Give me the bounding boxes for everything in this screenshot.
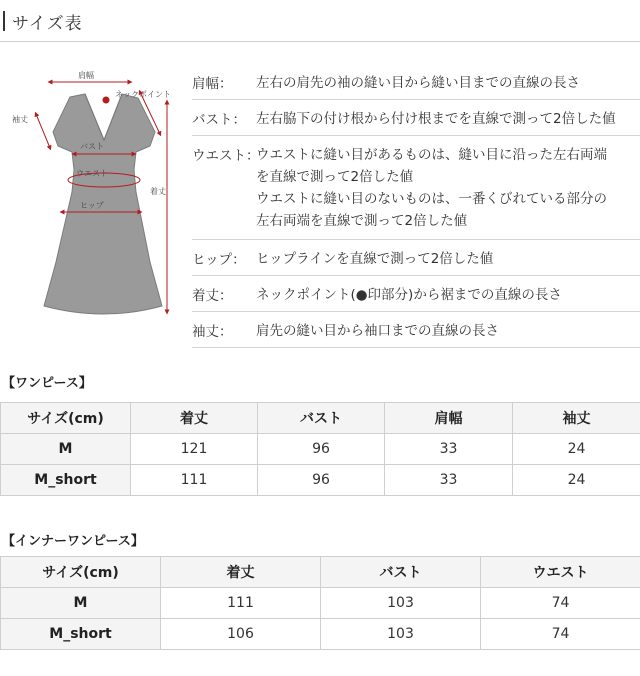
table-cell: 33 <box>385 434 513 465</box>
definition-line: ネックポイント(●印部分)から裾までの直線の長さ <box>256 287 562 303</box>
page-header <box>0 0 640 42</box>
size-table-inner-onepiece <box>0 556 640 650</box>
definition-text <box>256 72 640 94</box>
definition-divider <box>192 311 640 312</box>
row-header: M <box>1 588 161 619</box>
column-header: サイズ(cm) <box>1 403 131 434</box>
definition-term: ウエスト： <box>192 148 260 164</box>
definition-term: バスト： <box>192 112 246 128</box>
table-row <box>1 434 640 465</box>
label-waist: ウエスト <box>76 169 108 178</box>
definition-line: ウエストに縫い目のないものは、一番くびれている部分の <box>256 191 607 207</box>
label-neck-point: ネックポイント <box>115 90 171 99</box>
column-header: バスト <box>258 403 385 434</box>
table-row <box>1 465 640 496</box>
definition-text <box>256 248 640 270</box>
column-header: 着丈 <box>131 403 258 434</box>
label-length: 着丈 <box>150 187 166 196</box>
definition-text <box>256 320 640 342</box>
table-cell: 74 <box>481 619 640 650</box>
definition-line: 左右両端を直線で測って2倍した値 <box>256 213 468 229</box>
table-cell: 103 <box>321 619 481 650</box>
column-header: ウエスト <box>481 557 640 588</box>
table-row <box>1 619 640 650</box>
definition-term: 肩幅： <box>192 76 233 92</box>
table-cell: 111 <box>161 588 321 619</box>
definition-divider <box>192 239 640 240</box>
row-header: M_short <box>1 619 161 650</box>
label-bust: バスト <box>80 142 104 151</box>
table-cell: 103 <box>321 588 481 619</box>
definition-divider <box>192 99 640 100</box>
section-title-onepiece: 【ワンピース】 <box>2 376 92 391</box>
table-cell: 96 <box>258 434 385 465</box>
definition-line: 左右脇下の付け根から付け根までを直線で測って2倍した値 <box>256 111 616 127</box>
table-cell: 74 <box>481 588 640 619</box>
section-title-inner-onepiece: 【インナーワンピース】 <box>2 534 144 549</box>
definition-line: 肩先の縫い目から袖口までの直線の長さ <box>256 323 499 339</box>
column-header: 袖丈 <box>513 403 640 434</box>
column-header: 着丈 <box>161 557 321 588</box>
table-cell: 24 <box>513 434 640 465</box>
table-row <box>1 588 640 619</box>
measurement-definitions <box>192 62 640 350</box>
table-cell: 33 <box>385 465 513 496</box>
page-title: サイズ表 <box>12 14 83 34</box>
row-header: M_short <box>1 465 131 496</box>
definition-line: ヒップラインを直線で測って2倍した値 <box>256 251 494 267</box>
table-cell: 24 <box>513 465 640 496</box>
definition-line: を直線で測って2倍した値 <box>256 169 414 185</box>
dress-illustration <box>0 62 190 324</box>
table-cell: 111 <box>131 465 258 496</box>
column-header: 肩幅 <box>385 403 513 434</box>
definition-text <box>256 284 640 306</box>
neck-point-marker <box>103 97 110 104</box>
label-shoulder: 肩幅 <box>78 71 94 80</box>
label-hip: ヒップ <box>80 201 104 210</box>
table-header-row <box>1 403 640 434</box>
definition-term: ヒップ： <box>192 252 246 268</box>
definition-term: 袖丈： <box>192 324 233 340</box>
definition-line: 左右の肩先の袖の縫い目から縫い目までの直線の長さ <box>256 75 580 91</box>
definition-term: 着丈： <box>192 288 233 304</box>
table-cell: 121 <box>131 434 258 465</box>
column-header: サイズ(cm) <box>1 557 161 588</box>
table-header-row <box>1 557 640 588</box>
table-cell: 96 <box>258 465 385 496</box>
header-accent-bar <box>3 11 5 31</box>
definition-divider <box>192 347 640 348</box>
definition-line: ウエストに縫い目があるものは、縫い目に沿った左右両端 <box>256 147 607 163</box>
measurement-diagram <box>0 62 190 324</box>
size-table-onepiece <box>0 402 640 496</box>
definition-text <box>256 108 640 130</box>
label-sleeve: 袖丈 <box>12 115 28 124</box>
column-header: バスト <box>321 557 481 588</box>
table-cell: 106 <box>161 619 321 650</box>
definition-text <box>256 144 640 232</box>
definition-divider <box>192 135 640 136</box>
row-header: M <box>1 434 131 465</box>
definition-divider <box>192 275 640 276</box>
